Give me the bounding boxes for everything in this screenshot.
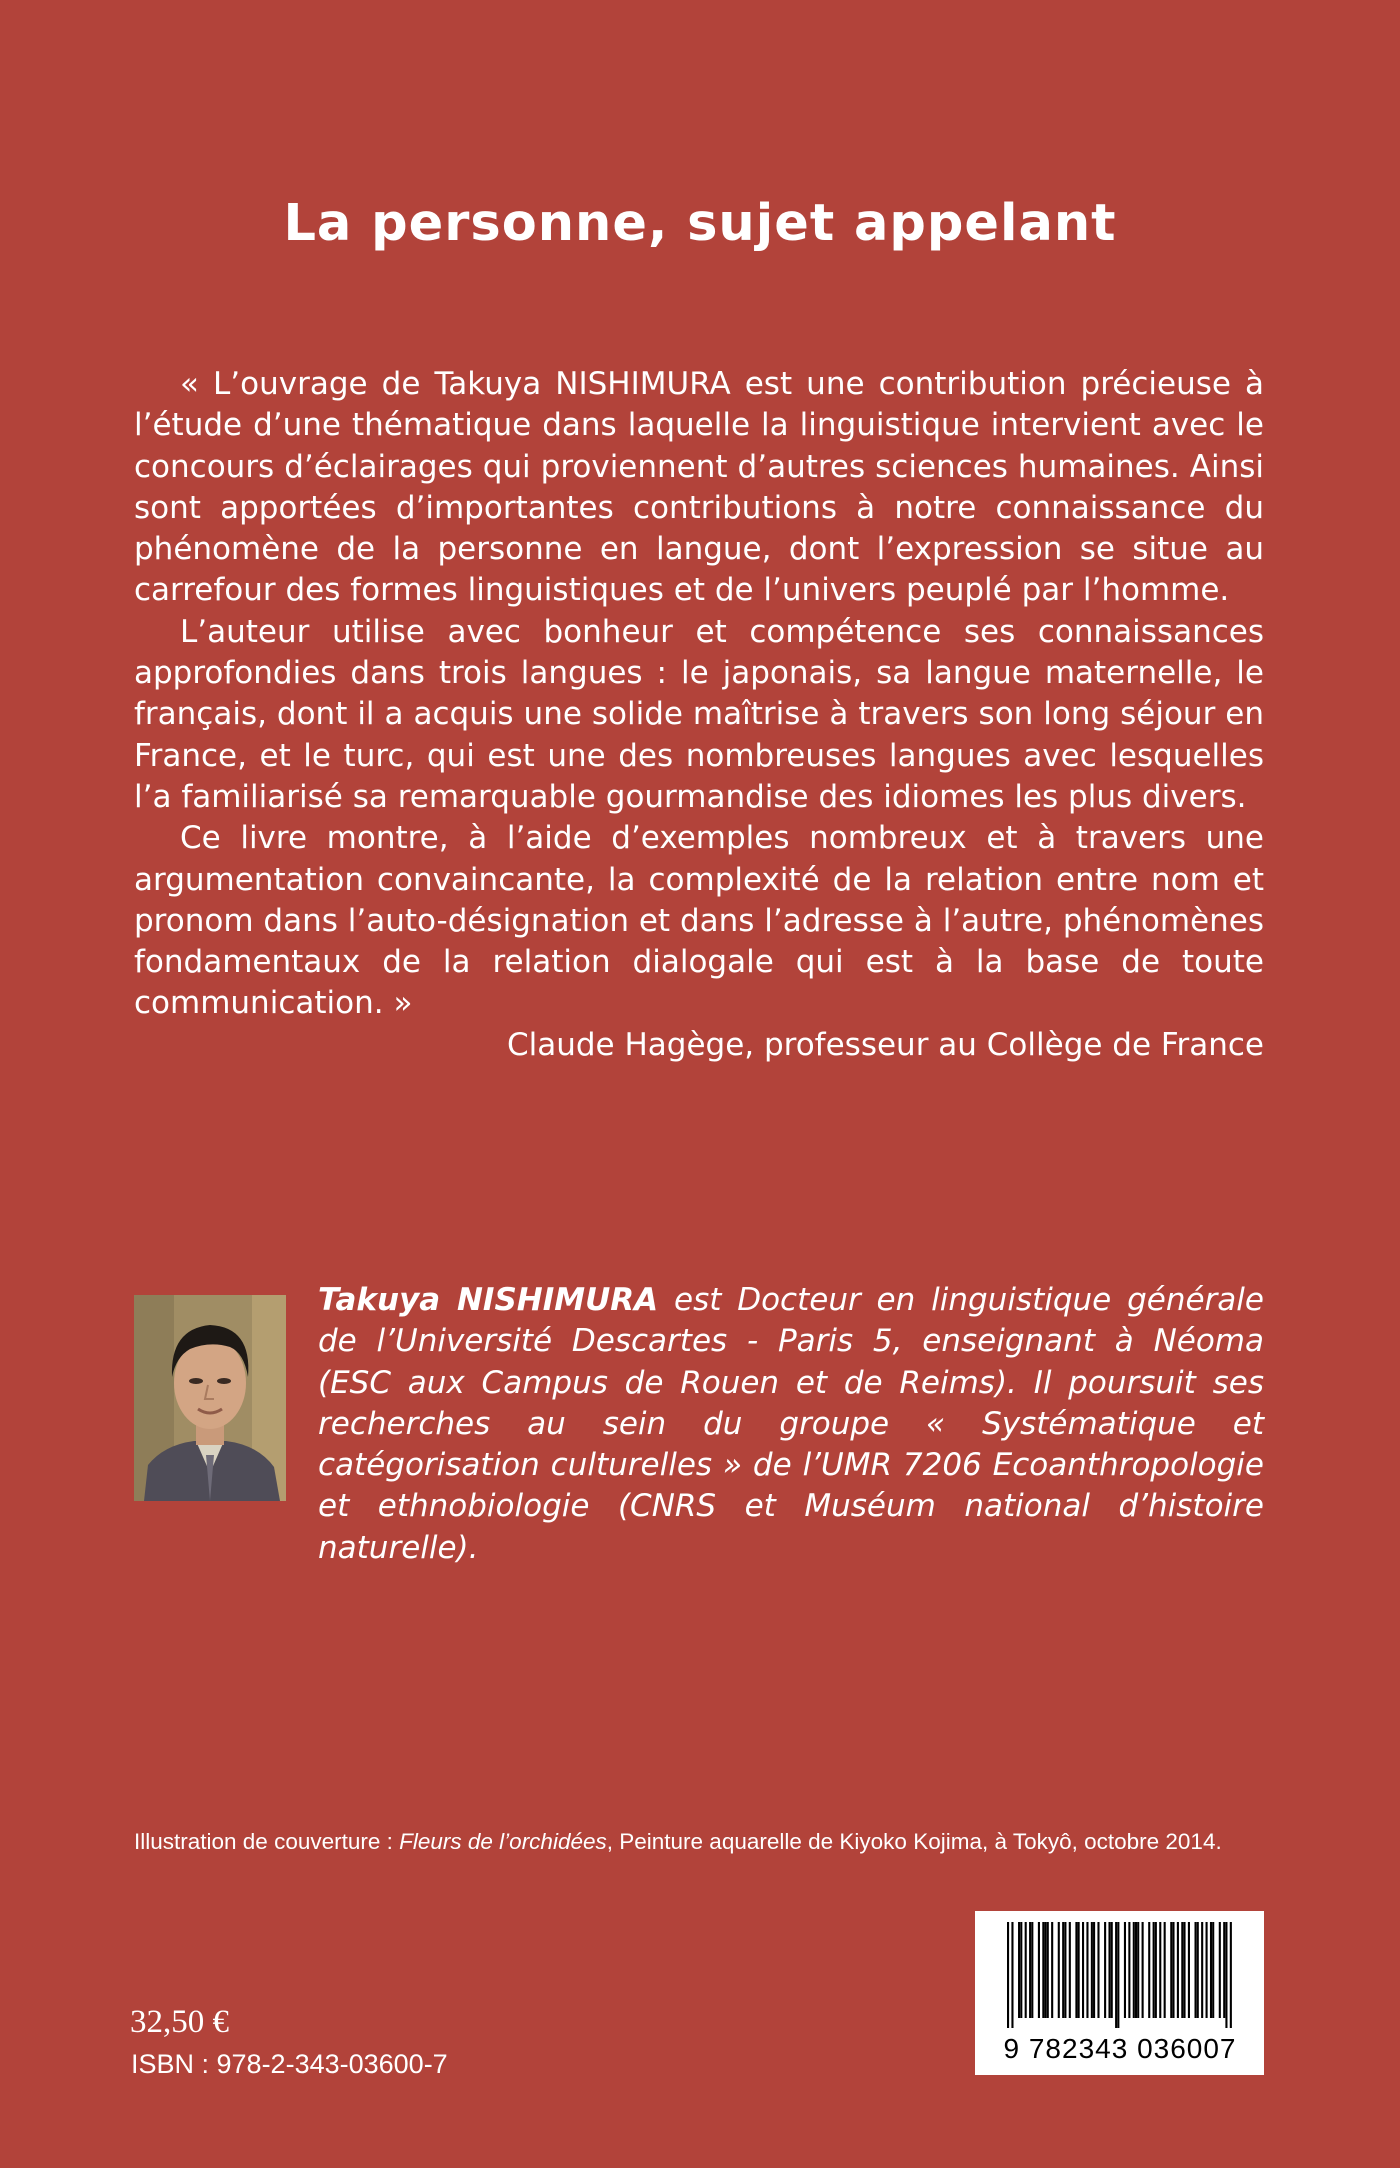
barcode-bar [1135, 1922, 1137, 2018]
barcode-bar [1181, 1922, 1183, 2018]
isbn: ISBN : 978-2-343-03600-7 [131, 2049, 448, 2079]
barcode-bar [1170, 1922, 1172, 2018]
barcode-bar [1047, 1922, 1049, 2018]
barcode-bar [1078, 1922, 1080, 2018]
barcode-bar [1201, 1922, 1203, 2018]
blurb-paragraph-3: Ce livre montre, à l’aide d’exemples nombreux et à travers une argumentation convaincante, la complexité de la relation entre nom et pronom dans l’auto-désignation et dans l’adresse à l’autre, phénomènes fondamentaux de la relation dialogale qui est à la base de toute communication. » [134, 820, 1264, 1022]
barcode-bar [1137, 1922, 1139, 2018]
author-photo [134, 1295, 286, 1501]
barcode-bar [1115, 1922, 1117, 2028]
barcode-bar [1051, 1922, 1053, 2018]
book-title: La personne, sujet appelant [283, 194, 1117, 253]
barcode-bar [1223, 1922, 1225, 2018]
barcode-bar [1133, 1922, 1135, 2018]
quote-attribution: Claude Hagège, professeur au Collège de France [506, 1026, 1264, 1063]
barcode-bar [1108, 1922, 1110, 2018]
barcode-bar [1117, 1922, 1119, 2028]
barcode-bar [1104, 1922, 1106, 2018]
barcode-bar [1225, 1922, 1227, 2028]
barcode-bar [1148, 1922, 1150, 2018]
barcode-bar [1025, 1922, 1027, 2018]
barcode-bar [1018, 1922, 1020, 2018]
barcode-bar [1155, 1922, 1157, 2018]
barcode-bar [1045, 1922, 1047, 2018]
barcode-bar [1153, 1922, 1155, 2018]
barcode-bar [1020, 1922, 1022, 2018]
barcode-bar [1069, 1922, 1071, 2018]
barcode-bar [1128, 1922, 1130, 2018]
barcode-bar [1111, 1922, 1113, 2018]
barcode-bar [1206, 1922, 1208, 2018]
barcode-bar [1172, 1922, 1174, 2018]
isbn-barcode [975, 1911, 1264, 2075]
barcode-bar [1212, 1922, 1214, 2018]
barcode-bar [1064, 1922, 1066, 2018]
barcode-bar [1142, 1922, 1144, 2018]
credit-suffix: , Peinture aquarelle de Kiyoko Kojima, à Tokyô, octobre 2014. [606, 1829, 1222, 1854]
barcode-bar [1082, 1922, 1084, 2018]
barcode-bar [1195, 1922, 1197, 2018]
barcode-bar [1093, 1922, 1095, 2018]
barcode-bar [1042, 1922, 1044, 2018]
credit-work-title: Fleurs de l’orchidées [399, 1829, 607, 1854]
price: 32,50 € [130, 2004, 229, 2040]
barcode-bar [1086, 1922, 1088, 2018]
barcode-bar [1188, 1922, 1190, 2018]
author-bio [318, 1280, 1264, 1569]
barcode-bar [1062, 1922, 1064, 2018]
barcode-digits: 9 782343 036007 [1003, 2033, 1237, 2064]
barcode-bar [1029, 1922, 1031, 2018]
blurb-paragraph-1: « L’ouvrage de Takuya NISHIMURA est une contribution précieuse à l’étude d’une thématique dans laquelle la linguistique intervient avec le concours d’éclairages qui proviennent d’autres sciences humaines. Ainsi sont apportées d’importantes contributions à notre connaissance du phénomène de la personne en langue, dont l’expression se situe au carrefour des formes linguistiques et de l’univers peuplé par l’homme. [134, 366, 1264, 609]
barcode-bar [1177, 1922, 1179, 2018]
barcode-bar [1124, 1922, 1126, 2018]
barcode-bar [1197, 1922, 1199, 2018]
barcode-bar [1210, 1922, 1212, 2018]
author-name: Takuya NISHIMURA [318, 1282, 659, 1318]
blurb-paragraph-2: L’auteur utilise avec bonheur et compétence ses connaissances approfondies dans trois langues : le japonais, sa langue maternelle, le français, dont il a acquis une solide maîtrise à travers son long séjour en France, et le turc, qui est une des nombreuses langues avec lesquelles l’a familiarisé sa remarquable gourmandise des idiomes les plus divers. [134, 613, 1264, 815]
barcode-bar [1038, 1922, 1040, 2018]
barcode-bars [1007, 1922, 1232, 2028]
barcode-bar [1011, 1922, 1013, 2028]
author-bio-text: est Docteur en linguistique générale de l’Université Descartes - Paris 5, enseignant à Néoma (ESC aux Campus de Rouen et de Reims). Il poursuit ses recherches au sein du groupe « Systématique et catégorisation culturelles » de l’UMR 7206 Ecoanthropologie et ethnobiologie (CNRS et Muséum national d’histoire naturelle). [318, 1282, 1264, 1566]
barcode-bar [1183, 1922, 1185, 2018]
barcode-bar [1230, 1922, 1232, 2028]
credit-prefix: Illustration de couverture : [134, 1829, 400, 1854]
barcode-bar [1007, 1922, 1009, 2028]
barcode-bar [1097, 1922, 1099, 2018]
barcode-bar [1219, 1922, 1221, 2018]
barcode-bar [1164, 1922, 1166, 2018]
barcode-bar [1159, 1922, 1161, 2018]
cover-illustration-credit [134, 1829, 1274, 1855]
barcode-bar [1031, 1922, 1033, 2018]
barcode-bar [1058, 1922, 1060, 2018]
blurb-quote [134, 364, 1264, 1066]
barcode-bar [1091, 1922, 1093, 2018]
barcode-bar [1075, 1922, 1077, 2018]
